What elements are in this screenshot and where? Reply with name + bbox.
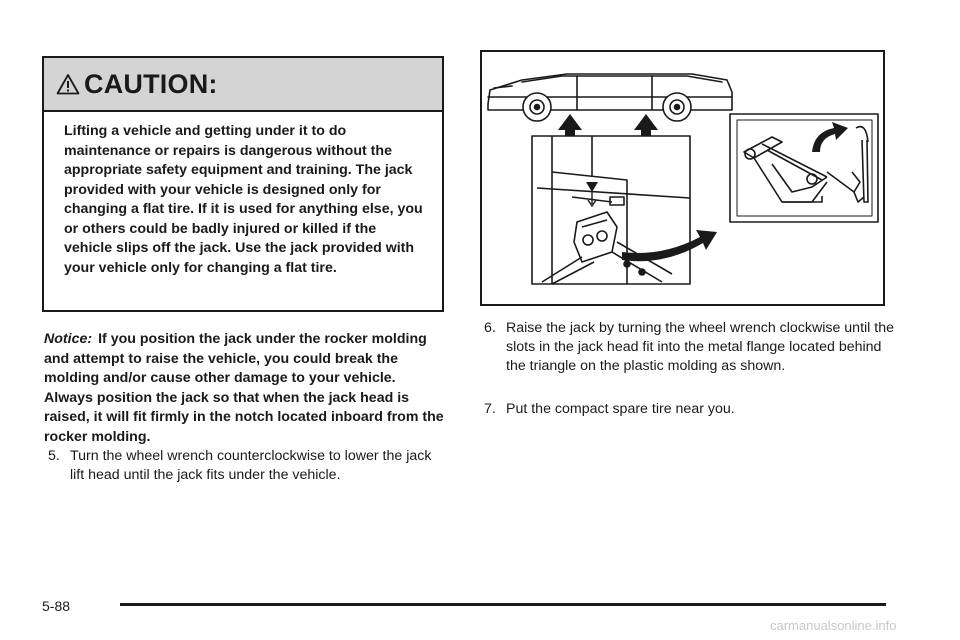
notice-paragraph <box>44 330 444 447</box>
step-number: 6. <box>484 320 496 336</box>
notice-label: Notice: <box>44 331 93 347</box>
footer-divider <box>120 603 886 606</box>
caution-box <box>42 56 444 312</box>
caution-header <box>44 58 442 112</box>
jack-wrench-inset <box>730 114 878 222</box>
warning-triangle-icon <box>56 73 80 95</box>
page-number: 5-88 <box>42 598 71 614</box>
step-6 <box>484 319 894 376</box>
watermark-text: carmanualsonline.info <box>770 618 897 633</box>
caution-title: CAUTION: <box>84 68 218 99</box>
step-number: 5. <box>48 448 60 464</box>
step-text: Raise the jack by turning the wheel wrench clockwise until the slots in the jack head fit into the metal flange located behind the triangle on the plastic molding as shown. <box>506 320 894 374</box>
wheel-rear <box>663 93 691 121</box>
step-text: Turn the wheel wrench counterclockwise to lower the jack lift head until the jack fits under the vehicle. <box>70 448 432 483</box>
step-7 <box>484 400 894 419</box>
notice-text: If you position the jack under the rocker molding and attempt to raise the vehicle, you could break the molding and/or cause other damage to your vehicle. Always position the jack so that when the jack head is raised, it will fit firmly in the notch located inboard from the rocker molding. <box>44 331 444 445</box>
jack-diagram-svg <box>482 52 883 304</box>
jack-illustration <box>480 50 885 306</box>
step-text: Put the compact spare tire near you. <box>506 401 735 417</box>
step-5 <box>48 447 444 485</box>
caution-text: Lifting a vehicle and getting under it to do maintenance or repairs is dangerous without the appropriate safety equipment and training. The jack provided with your vehicle is designed only for changing a flat tire. If it is used for anything else, you or others could be badly injured or killed if the vehicle slips off the jack. Use the jack provided with your vehicle only for changing a flat tire. <box>64 123 423 276</box>
rocker-detail-box <box>532 136 690 284</box>
step-number: 7. <box>484 401 496 417</box>
wheel-front <box>523 93 551 121</box>
